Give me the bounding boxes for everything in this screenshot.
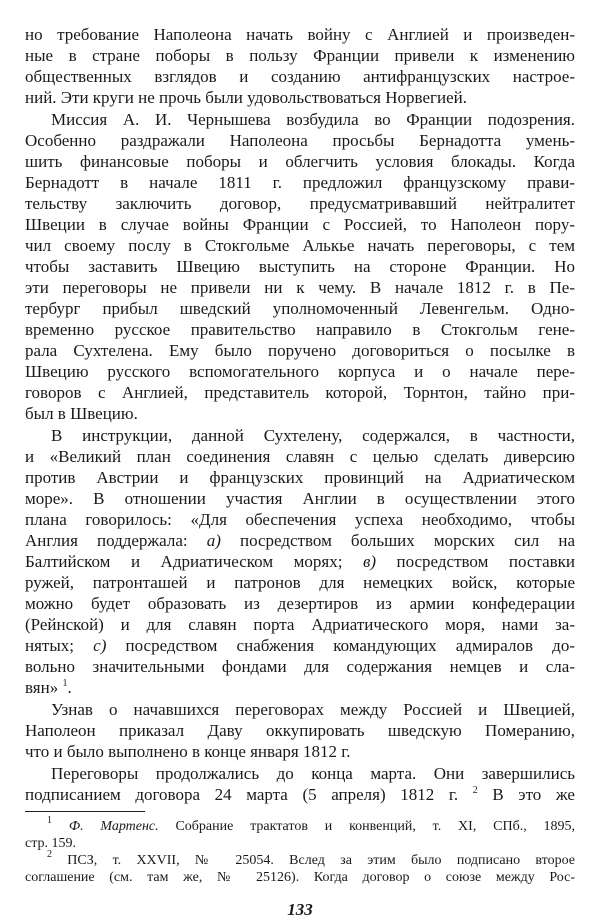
text-line: Миссия А. И. Чернышева возбудила во Франции подозрения. xyxy=(51,110,575,129)
italic-text: Ф. Мартенс. xyxy=(68,819,159,834)
text-line: говоров с Англией, представитель которой, Торнтон, тайно при- xyxy=(25,383,575,402)
text-line: ний. Эти круги не прочь были удовольствоваться Норвегией. xyxy=(25,88,467,107)
italic-text: в) xyxy=(362,552,376,571)
text-line: Бернадотт в начале 1811 г. предложил французскому прави- xyxy=(25,173,575,192)
text-line: можно будет образовать из дезертиров из армии конфедерации xyxy=(25,594,575,613)
text-run: вян» xyxy=(25,678,63,697)
text-line: временно русское правительство направило в Стокгольм гене- xyxy=(25,320,575,339)
italic-text: а) xyxy=(206,531,221,550)
text-line: рала Сухтелена. Ему было поручено договориться о посылке в xyxy=(25,341,575,360)
footnote-line xyxy=(25,815,576,835)
text-run: посредством больших морских сил на xyxy=(220,531,575,550)
text-line: В инструкции, данной Сухтелену, содержался, в частности, xyxy=(51,426,575,445)
footnote-line: соглашение (см. там же, № 25126). Когда договор о союзе между Рос- xyxy=(25,870,575,885)
paragraph xyxy=(25,763,575,805)
text-line: эти переговоры не привели ни к чему. В начале 1812 г. в Пе- xyxy=(25,278,575,297)
text-line: чтобы заставить Швецию выступить на стороне Франции. Но xyxy=(25,257,575,276)
footnote-marker: 1 xyxy=(47,815,52,826)
text-run: Собрание трактатов и конвенций, т. XI, СПб., 1895, xyxy=(158,819,576,834)
text-line: Переговоры продолжались до конца марта. Они завершились xyxy=(51,764,575,783)
text-run: ПСЗ, т. XXVII, № 25054. Вслед за этим было подписано второе xyxy=(52,853,575,868)
paragraph xyxy=(25,699,575,762)
text-line: Швецию русского вспомогательного корпуса и о начале пере- xyxy=(25,362,575,381)
text-line xyxy=(25,551,575,572)
text-line xyxy=(25,677,575,698)
text-run xyxy=(52,819,69,834)
italic-text: с) xyxy=(93,636,107,655)
text-line: но требование Наполеона начать войну с Англией и произведен- xyxy=(25,25,575,44)
text-run: подписанием договора 24 марта (5 апреля) 1812 г. xyxy=(25,785,473,804)
text-run: посредством снабжения командующих адмиралов до- xyxy=(106,636,575,655)
text-run: нятых; xyxy=(25,636,94,655)
text-line: вольно значительными фондами для содержания немцев и сла- xyxy=(25,657,575,676)
text-line xyxy=(25,530,575,551)
footnote-line: стр. 159. xyxy=(25,836,77,851)
text-line: Особенно раздражали Наполеона просьбы Бернадотта умень- xyxy=(25,131,575,150)
text-line: море». В отношении участия Англии в осуществлении этого xyxy=(25,489,575,508)
footnote-marker: 2 xyxy=(472,785,478,796)
footnote-marker: 2 xyxy=(47,849,52,860)
page-number: 133 xyxy=(287,900,313,919)
text-line: ружей, патронташей и патронов для немецких войск, которые xyxy=(25,573,575,592)
text-run: В это же xyxy=(477,785,575,804)
text-line: ные в стране поборы в пользу Франции привели к изменению xyxy=(25,46,575,65)
footnote-marker: 1 xyxy=(62,678,68,689)
footnote-divider xyxy=(25,811,145,812)
text-line xyxy=(25,784,575,805)
text-line: Узнав о начавшихся переговорах между Россией и Швецией, xyxy=(51,700,575,719)
text-run: Балтийском и Адриатическом морях; xyxy=(25,552,363,571)
text-line: Наполеон приказал Даву оккупировать шведскую Померанию, xyxy=(25,721,575,740)
footnote xyxy=(25,849,575,886)
text-line: шить финансовые поборы и облегчить условия блокады. Когда xyxy=(25,152,575,171)
text-line: Швеции в случае войны Франции с Россией, то Наполеон пору- xyxy=(25,215,575,234)
paragraph xyxy=(25,425,575,698)
paragraph xyxy=(25,24,575,108)
text-line: против Австрии и французских провинций на Адриатическом xyxy=(25,468,575,487)
text-line: чил своему послу в Стокгольме Алькье начать переговоры, с тем xyxy=(25,236,575,255)
footnote xyxy=(25,815,576,852)
text-line: и «Великий план соединения славян с целью сделать диверсию xyxy=(25,447,575,466)
text-line: плана говорилось: «Для обеспечения успеха необходимо, чтобы xyxy=(25,510,575,529)
text-line: тербург прибыл шведский уполномоченный Левенгельм. Одно- xyxy=(25,299,575,318)
text-line: был в Швецию. xyxy=(25,404,138,423)
paragraph xyxy=(25,109,575,424)
text-run: посредством поставки xyxy=(375,552,575,571)
text-line: (Рейнской) и для славян порта Адриатического моря, нами за- xyxy=(25,615,575,634)
text-run: . xyxy=(67,678,72,697)
footnotes xyxy=(25,815,576,886)
text-line xyxy=(25,635,575,656)
text-line: общественных взглядов и созданию антифранцузских настрое- xyxy=(25,67,575,86)
text-line: тельству заключить договор, предусматривавший нейтралитет xyxy=(25,194,575,213)
text-line: что и было выполнено в конце января 1812 г. xyxy=(25,742,351,761)
body-text xyxy=(25,24,575,805)
text-run: Англия поддержала: xyxy=(25,531,207,550)
